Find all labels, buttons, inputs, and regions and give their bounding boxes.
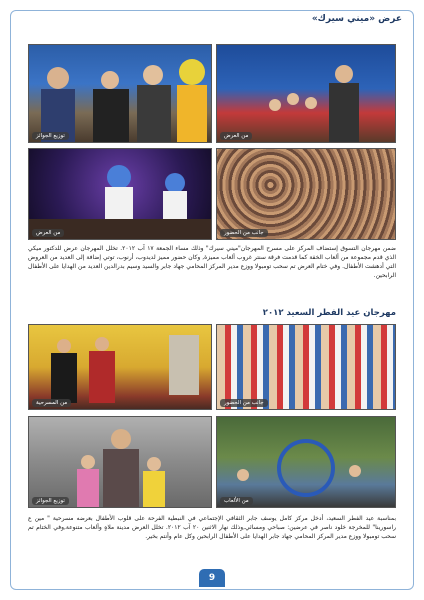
section2-title: مهرجان عيد الفطر السعيد ٢٠١٢ bbox=[262, 308, 396, 318]
photo-games-rides bbox=[216, 416, 396, 508]
photo-caption: من العرض bbox=[32, 229, 64, 237]
section1-paragraph: ضمن مهرجان التسوق إستضاف المركز على مسرح المهرجان"ميني سيرك" وذلك مساء الجمعة ١٧ آب ٢٠١٢. تخلل المهرجان عرض للدكتور ميكي الذي قدم مجموعة من ألعاب الخفة كما قدمت فرقة سنتر غروب ألعاب مميزة, وكان حضور مميز لديدوب، أرنوب، توتي إضافة إلى العديد من العروض التي أدهشت الأطفال. وفي ختام العرض تم سحب تومبولا ووزع مدير المركز المحامي جهاد جابر والسيد وسيم بدرالدين العديد من الهدايا على الأطفال الرابحين. bbox=[28, 245, 396, 279]
photo-caption: من المسرحية bbox=[32, 399, 71, 407]
photo-caption: جانب من الحضور bbox=[220, 229, 268, 237]
page-header-title: عرض «ميني سيرك» bbox=[311, 14, 402, 24]
photo-show-stage bbox=[216, 44, 396, 143]
photo-caption: جانب من الحضور bbox=[220, 399, 268, 407]
section2-paragraph: بمناسبة عيد الفطر السعيد، أدخل مركز كامل يوسف جابر الثقافي الإجتماعي في النبطية الفرحة على قلوب الأطفال بعرضه مسرحية " مين ع راسورينا" للمخرجة خلود ناصر في عرضين: صباحي ومسائي,وذلك نهار الاثنين ٢٠ آب ٢٠١٢. تخلل العرض مدينة ملاهٍ وألعاب متنوعة,وفي الختام تم سحب تومبولا ووزع مدير المركز المحامي جهاد جابر الهدايا على الأطفال الرابحين وكل عام وأنتم بخير. bbox=[28, 515, 397, 540]
photo-prize-distribution-2 bbox=[28, 416, 212, 508]
photo-audience bbox=[216, 148, 396, 240]
photo-caption: من العرض bbox=[220, 132, 252, 140]
photo-show-smurf bbox=[28, 148, 212, 240]
photo-caption: من الألعاب bbox=[220, 497, 253, 505]
photo-audience-children bbox=[216, 324, 396, 410]
photo-play-scene bbox=[28, 324, 212, 410]
page-number: 9 bbox=[199, 569, 225, 587]
photo-caption: توزيع الجوائز bbox=[32, 497, 69, 505]
photo-prize-distribution-1 bbox=[28, 44, 212, 143]
photo-caption: توزيع الجوائز bbox=[32, 132, 69, 140]
